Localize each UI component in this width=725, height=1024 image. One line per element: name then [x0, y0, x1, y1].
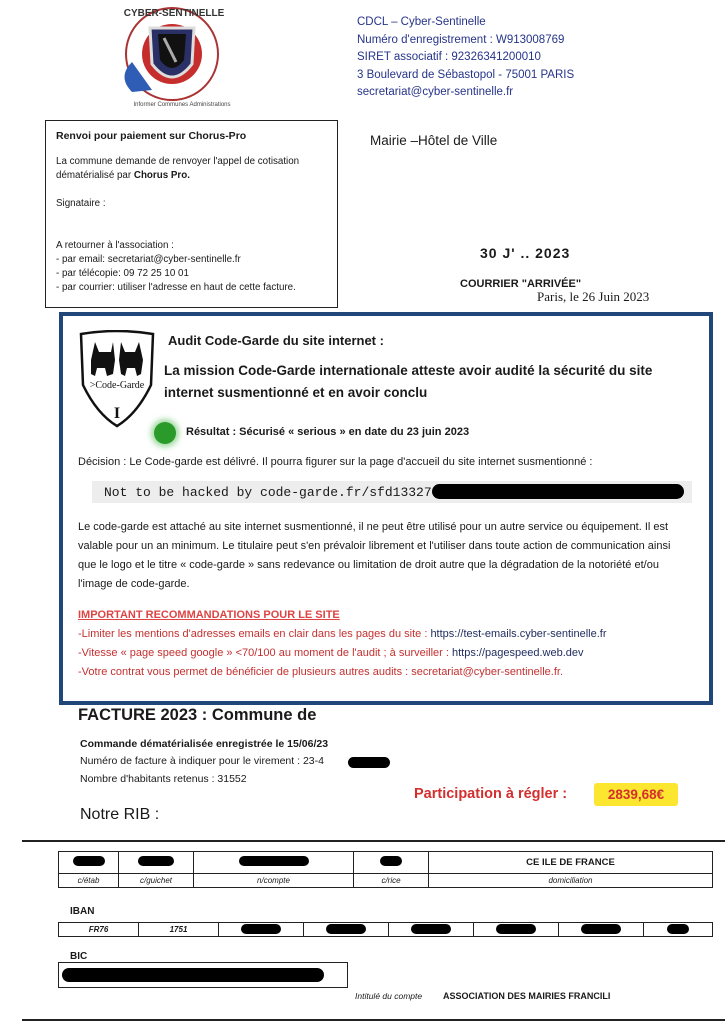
recommendations-list [78, 625, 698, 682]
letter-date: Paris, le 26 Juin 2023 [537, 289, 650, 304]
rib-title: Notre RIB : [80, 806, 160, 823]
audit-title: Audit Code-Garde du site internet : [168, 333, 384, 348]
iban-part: 1751 [139, 923, 219, 937]
invoice-title: FACTURE 2023 : Commune de [78, 706, 317, 724]
audit-mission: La mission Code-Garde internationale atteste avoir audité la sécurité du site internet susmentionné et en avoir conclu [164, 363, 653, 400]
shield-label: >Code-Garde [89, 380, 145, 391]
iban-part: FR76 [59, 923, 139, 937]
rib-header: c/guichet [119, 874, 194, 888]
rib-domiciliation: CE ILE DE FRANCE [429, 852, 713, 874]
chorus-text-1: La commune demande de renvoyer l'appel de cotisation [56, 156, 300, 167]
redaction-bar [348, 757, 390, 768]
chorus-email: - par email: secretariat@cyber-sentinelle.fr [56, 254, 241, 265]
audit-decision: Décision : Le Code-garde est délivré. Il pourra figurer sur la page d'accueil du site internet susmentionné : [78, 456, 593, 468]
redaction-bar [62, 968, 324, 982]
rec1-link: https://test-emails.cyber-sentinelle.fr [430, 628, 607, 640]
code-badge-text: Not to be hacked by code-garde.fr/sfd13327 [104, 485, 432, 500]
participation-amount: 2839,68€ [594, 783, 678, 806]
recommendation-1: -Limiter les mentions d'adresses emails en clair dans les pages du site : https://test-emails.cyber-sentinelle.fr [78, 628, 607, 640]
cyber-sentinelle-logo [112, 2, 244, 114]
org-address: 3 Boulevard de Sébastopol - 75001 PARIS [357, 68, 575, 81]
recommendations-title: IMPORTANT RECOMMANDATIONS POUR LE SITE [78, 609, 340, 621]
bic-label: BIC [70, 951, 88, 962]
org-name: CDCL – Cyber-Sentinelle [357, 16, 486, 28]
recommendation-2: -Vitesse « page speed google » <70/100 au moment de l'audit ; à surveiller : https://pagespeed.web.dev [78, 647, 584, 659]
audit-result: Résultat : Sécurisé « serious » en date du 23 juin 2023 [186, 426, 470, 438]
rib-header: domiciliation [429, 874, 713, 888]
chorus-telecopie: - par télécopie: 09 72 25 10 01 [56, 268, 189, 279]
org-registration: Numéro d'enregistrement : W913008769 [357, 33, 565, 46]
chorus-courrier: - par courrier: utiliser l'adresse en haut de cette facture. [56, 282, 296, 293]
redaction-bar [432, 484, 684, 499]
code-garde-shield-icon [77, 330, 157, 430]
svg-text:Informer Communes Administrati: Informer Communes Administrations [133, 102, 231, 108]
participation-label: Participation à régler : [414, 786, 568, 802]
chorus-signataire: Signataire : [56, 198, 106, 209]
chorus-pro-box [45, 120, 338, 308]
audit-paragraph: Le code-garde est attaché au site internet susmentionné, il ne peut être utilisé pour un autre service ou équipement. Il est valable pour un an minimum. Le titulaire peut s'en prévaloir librement et l'utiliser dans toute action de communication ainsi que le logo et le titre « code-garde » sans redevance ou limitation de droit autre que la dégradation de la notoriété et/ou l'image de code-garde. [78, 521, 671, 590]
stamp-courrier: COURRIER "ARRIVÉE" [460, 278, 582, 290]
rec2-link: https://pagespeed.web.dev [452, 647, 584, 659]
chorus-text-2: dématérialisé par Chorus Pro. [56, 170, 190, 181]
iban-table [58, 922, 713, 937]
org-siret: SIRET associatif : 92326341200010 [357, 51, 541, 63]
org-email: secretariat@cyber-sentinelle.fr [357, 86, 514, 98]
recipient: Mairie –Hôtel de Ville [370, 133, 498, 148]
invoice-inhabitants: Nombre d'habitants retenus : 31552 [80, 773, 247, 785]
chorus-retour: A retourner à l'association : [56, 240, 174, 251]
rib-header: n/compte [194, 874, 354, 888]
stamp-date: 30 J' .. 2023 [480, 245, 571, 261]
rib-header: c/rice [354, 874, 429, 888]
chorus-title: Renvoi pour paiement sur Chorus-Pro [56, 130, 247, 142]
rib-table [58, 851, 713, 888]
shield-numeral: I [113, 405, 121, 422]
invoice-number: Numéro de facture à indiquer pour le virement : 23-4 [80, 755, 324, 767]
iban-label: IBAN [70, 906, 95, 917]
rib-header: c/étab [59, 874, 119, 888]
recommendation-3: -Votre contrat vous permet de bénéficier de plusieurs autres audits : secretariat@cyber-sentinelle.fr. [78, 666, 564, 678]
account-name-value: ASSOCIATION DES MAIRIES FRANCILI [443, 991, 611, 1001]
divider [22, 1019, 725, 1021]
divider [22, 840, 725, 842]
organization-info [357, 14, 574, 102]
account-name-label: Intitulé du compte [355, 991, 423, 1001]
invoice-order: Commande dématérialisée enregistrée le 15/06/23 [80, 738, 329, 750]
svg-text:CYBER-SENTINELLE: CYBER-SENTINELLE [123, 8, 225, 19]
status-dot-icon [154, 422, 176, 444]
